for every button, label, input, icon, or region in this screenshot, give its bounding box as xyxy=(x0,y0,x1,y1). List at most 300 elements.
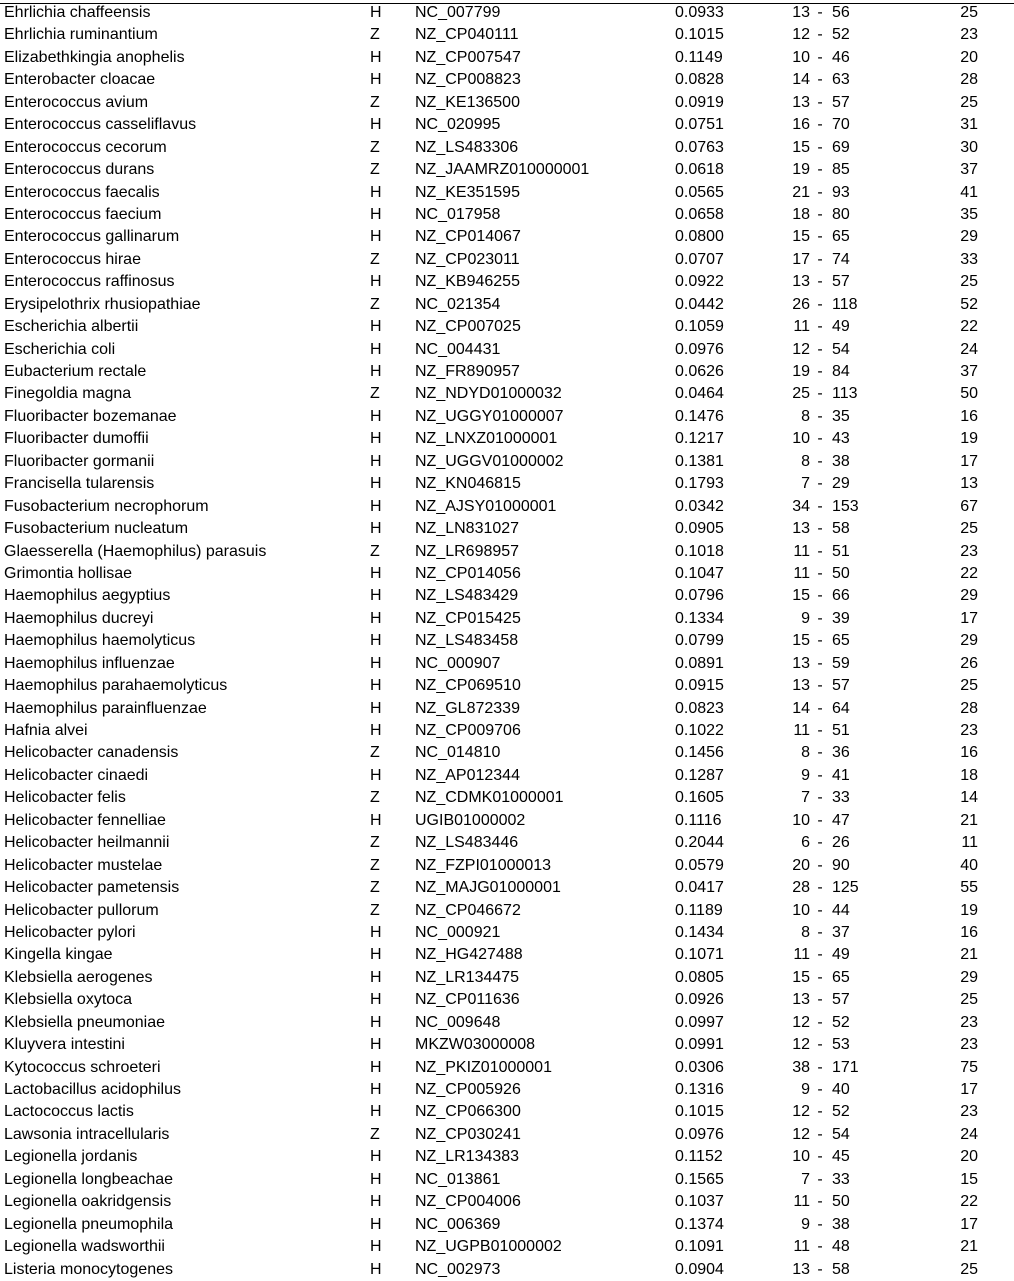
frequency-cell: 0.0915 xyxy=(675,677,724,695)
count-cell: 20 xyxy=(960,48,978,66)
frequency-cell: 0.1189 xyxy=(675,901,723,919)
range-high-cell: 93 xyxy=(832,183,850,201)
host-type-cell: H xyxy=(370,991,382,1009)
species-name-cell: Helicobacter pullorum xyxy=(4,901,159,919)
table-row xyxy=(0,24,1014,46)
host-type-cell: H xyxy=(370,1013,382,1031)
table-row xyxy=(0,1236,1014,1258)
accession-cell: NZ_CP008823 xyxy=(415,71,521,89)
accession-cell: NZ_AP012344 xyxy=(415,766,520,784)
range-high-cell: 47 xyxy=(832,811,850,829)
accession-cell: NZ_HG427488 xyxy=(415,946,523,964)
range-high-cell: 56 xyxy=(832,4,850,21)
range-high-cell: 54 xyxy=(832,1125,850,1143)
species-name-cell: Fluoribacter gormanii xyxy=(4,452,155,470)
species-name-cell: Helicobacter felis xyxy=(4,789,126,807)
count-cell: 20 xyxy=(960,1148,978,1166)
range-dash: - xyxy=(817,273,823,291)
table-row xyxy=(0,787,1014,809)
range-high-cell: 51 xyxy=(832,722,850,739)
count-cell: 24 xyxy=(960,340,978,358)
table-row xyxy=(0,137,1014,159)
frequency-cell: 0.1015 xyxy=(675,26,724,44)
range-dash: - xyxy=(817,520,823,538)
count-cell: 19 xyxy=(960,430,978,448)
range-high-cell: 33 xyxy=(832,789,850,807)
accession-cell: NZ_JAAMRZ010000001 xyxy=(415,161,590,179)
frequency-cell: 0.0991 xyxy=(675,1036,724,1054)
table-row xyxy=(0,406,1014,428)
host-type-cell: H xyxy=(370,1238,382,1256)
range-high-cell: 64 xyxy=(832,699,850,717)
frequency-cell: 0.1605 xyxy=(675,789,724,807)
species-name-cell: Elizabethkingia anophelis xyxy=(4,48,185,66)
count-cell: 28 xyxy=(960,699,978,717)
count-cell: 25 xyxy=(960,520,978,538)
range-low-cell: 10 xyxy=(792,430,810,448)
species-name-cell: Fusobacterium nucleatum xyxy=(4,520,189,538)
species-name-cell: Haemophilus parahaemolyticus xyxy=(4,677,228,695)
range-low-cell: 9 xyxy=(801,1215,810,1233)
count-cell: 24 xyxy=(960,1125,978,1143)
range-high-cell: 54 xyxy=(832,340,850,358)
range-high-cell: 65 xyxy=(832,632,850,650)
frequency-cell: 0.0796 xyxy=(675,587,724,605)
range-high-cell: 35 xyxy=(832,407,850,425)
table-row xyxy=(0,361,1014,383)
accession-cell: NC_021354 xyxy=(415,295,501,313)
species-name-cell: Enterobacter cloacae xyxy=(4,71,156,89)
table-row xyxy=(0,1101,1014,1123)
frequency-cell: 0.0997 xyxy=(675,1013,724,1031)
frequency-cell: 0.0922 xyxy=(675,273,724,291)
host-type-cell: H xyxy=(370,520,382,538)
frequency-cell: 0.0751 xyxy=(675,116,724,134)
frequency-cell: 0.0565 xyxy=(675,183,724,201)
count-cell: 23 xyxy=(960,1013,978,1031)
count-cell: 67 xyxy=(960,497,978,515)
range-dash: - xyxy=(817,295,823,313)
accession-cell: NC_014810 xyxy=(415,744,501,762)
range-low-cell: 13 xyxy=(792,677,810,695)
count-cell: 25 xyxy=(960,273,978,291)
range-high-cell: 38 xyxy=(832,1215,850,1233)
species-name-cell: Klebsiella aerogenes xyxy=(4,968,153,986)
range-low-cell: 13 xyxy=(792,1260,810,1278)
range-high-cell: 29 xyxy=(832,475,850,493)
host-type-cell: Z xyxy=(370,93,380,111)
range-low-cell: 7 xyxy=(801,789,810,807)
accession-cell: NZ_KN046815 xyxy=(415,475,521,493)
species-name-cell: Listeria monocytogenes xyxy=(4,1260,173,1278)
table-row xyxy=(0,989,1014,1011)
range-dash: - xyxy=(817,1013,823,1031)
table-row xyxy=(0,428,1014,450)
table-row xyxy=(0,114,1014,136)
table-row xyxy=(0,294,1014,316)
range-low-cell: 14 xyxy=(792,71,810,89)
species-name-cell: Enterococcus durans xyxy=(4,161,155,179)
range-high-cell: 39 xyxy=(832,609,850,627)
range-low-cell: 11 xyxy=(793,946,810,964)
host-type-cell: H xyxy=(370,923,382,941)
range-dash: - xyxy=(817,632,823,650)
range-low-cell: 8 xyxy=(801,923,810,941)
count-cell: 26 xyxy=(960,654,978,672)
range-high-cell: 49 xyxy=(832,318,850,336)
range-dash: - xyxy=(817,991,823,1009)
count-cell: 17 xyxy=(960,609,978,627)
frequency-cell: 0.1456 xyxy=(675,744,724,762)
range-dash: - xyxy=(817,946,823,964)
frequency-cell: 0.0891 xyxy=(675,654,724,672)
count-cell: 23 xyxy=(960,1103,978,1121)
frequency-cell: 0.0707 xyxy=(675,250,724,268)
frequency-cell: 0.1334 xyxy=(675,609,724,627)
frequency-cell: 0.1091 xyxy=(675,1238,724,1256)
range-low-cell: 7 xyxy=(801,475,810,493)
accession-cell: NZ_CP046672 xyxy=(415,901,521,919)
range-dash: - xyxy=(817,228,823,246)
range-dash: - xyxy=(817,250,823,268)
table-row xyxy=(0,1191,1014,1213)
species-name-cell: Helicobacter pylori xyxy=(4,923,136,941)
range-dash: - xyxy=(817,879,823,897)
host-type-cell: H xyxy=(370,1193,382,1211)
count-cell: 25 xyxy=(960,991,978,1009)
accession-cell: NC_007799 xyxy=(415,4,501,21)
range-high-cell: 118 xyxy=(832,295,858,313)
accession-cell: NZ_LS483429 xyxy=(415,587,519,605)
table-row xyxy=(0,47,1014,69)
species-name-cell: Helicobacter heilmannii xyxy=(4,834,170,852)
table-row xyxy=(0,1169,1014,1191)
host-type-cell: H xyxy=(370,609,382,627)
species-name-cell: Enterococcus faecalis xyxy=(4,183,160,201)
host-type-cell: H xyxy=(370,968,382,986)
accession-cell: NZ_CP014067 xyxy=(415,228,521,246)
frequency-cell: 0.0800 xyxy=(675,228,724,246)
range-dash: - xyxy=(817,744,823,762)
host-type-cell: H xyxy=(370,452,382,470)
count-cell: 19 xyxy=(960,901,978,919)
species-name-cell: Enterococcus gallinarum xyxy=(4,228,180,246)
range-high-cell: 70 xyxy=(832,116,850,134)
species-name-cell: Hafnia alvei xyxy=(4,722,88,739)
accession-cell: NC_017958 xyxy=(415,205,501,223)
frequency-cell: 0.1476 xyxy=(675,407,724,425)
accession-cell: NC_002973 xyxy=(415,1260,501,1278)
species-name-cell: Eubacterium rectale xyxy=(4,363,147,380)
frequency-cell: 0.0618 xyxy=(675,161,724,179)
accession-cell: NZ_LS483458 xyxy=(415,632,519,650)
species-name-cell: Legionella pneumophila xyxy=(4,1215,174,1233)
range-low-cell: 15 xyxy=(792,968,810,986)
range-high-cell: 52 xyxy=(832,1013,850,1031)
range-low-cell: 13 xyxy=(792,273,810,291)
species-name-cell: Kluyvera intestini xyxy=(4,1036,125,1054)
range-dash: - xyxy=(817,677,823,695)
host-type-cell: Z xyxy=(370,901,380,919)
species-name-cell: Haemophilus ducreyi xyxy=(4,609,154,627)
range-dash: - xyxy=(817,1193,823,1211)
species-name-cell: Helicobacter fennelliae xyxy=(4,811,166,829)
range-low-cell: 15 xyxy=(792,587,810,605)
range-high-cell: 90 xyxy=(832,856,850,874)
count-cell: 16 xyxy=(960,923,978,941)
table-row xyxy=(0,316,1014,338)
frequency-cell: 0.0442 xyxy=(675,295,724,313)
range-low-cell: 12 xyxy=(792,1125,810,1143)
species-name-cell: Legionella jordanis xyxy=(4,1148,138,1166)
species-name-cell: Francisella tularensis xyxy=(4,475,155,493)
host-type-cell: H xyxy=(370,228,382,246)
range-low-cell: 15 xyxy=(792,138,810,156)
species-name-cell: Helicobacter cinaedi xyxy=(4,766,149,784)
frequency-cell: 0.0926 xyxy=(675,991,724,1009)
species-name-cell: Enterococcus casseliflavus xyxy=(4,116,197,134)
species-name-cell: Glaesserella (Haemophilus) parasuis xyxy=(4,542,267,560)
host-type-cell: H xyxy=(370,363,382,380)
range-high-cell: 125 xyxy=(832,879,859,897)
range-high-cell: 50 xyxy=(832,1193,850,1211)
range-low-cell: 13 xyxy=(792,93,810,111)
range-dash: - xyxy=(817,475,823,493)
range-dash: - xyxy=(817,811,823,829)
count-cell: 23 xyxy=(960,1036,978,1054)
range-high-cell: 80 xyxy=(832,205,850,223)
range-low-cell: 9 xyxy=(801,766,810,784)
table-row xyxy=(0,1079,1014,1101)
range-high-cell: 49 xyxy=(832,946,850,964)
count-cell: 29 xyxy=(960,968,978,986)
range-dash: - xyxy=(817,1125,823,1143)
table-row xyxy=(0,832,1014,854)
range-dash: - xyxy=(817,363,823,380)
table-row xyxy=(0,204,1014,226)
range-low-cell: 20 xyxy=(792,856,810,874)
count-cell: 55 xyxy=(960,879,978,897)
range-low-cell: 15 xyxy=(792,228,810,246)
range-high-cell: 69 xyxy=(832,138,850,156)
species-name-cell: Enterococcus avium xyxy=(4,93,149,111)
species-name-cell: Grimontia hollisae xyxy=(4,564,133,582)
species-name-cell: Helicobacter pametensis xyxy=(4,879,180,897)
range-low-cell: 11 xyxy=(793,318,810,336)
range-dash: - xyxy=(817,654,823,672)
host-type-cell: H xyxy=(370,318,382,336)
range-low-cell: 6 xyxy=(801,834,810,852)
accession-cell: NZ_CP004006 xyxy=(415,1193,521,1211)
frequency-cell: 0.0658 xyxy=(675,205,724,223)
accession-cell: NZ_CP040111 xyxy=(415,26,519,44)
species-name-cell: Lactococcus lactis xyxy=(4,1103,134,1121)
accession-cell: NZ_KE136500 xyxy=(415,93,520,111)
range-high-cell: 41 xyxy=(832,766,850,784)
count-cell: 14 xyxy=(960,789,978,807)
range-low-cell: 11 xyxy=(793,722,810,739)
host-type-cell: Z xyxy=(370,295,380,313)
count-cell: 16 xyxy=(960,744,978,762)
count-cell: 17 xyxy=(960,452,978,470)
host-type-cell: H xyxy=(370,183,382,201)
accession-cell: UGIB01000002 xyxy=(415,811,526,829)
range-dash: - xyxy=(817,407,823,425)
frequency-cell: 0.1047 xyxy=(675,564,724,582)
range-low-cell: 38 xyxy=(792,1058,810,1076)
table-row xyxy=(0,541,1014,563)
range-high-cell: 58 xyxy=(832,1260,850,1278)
species-name-cell: Legionella wadsworthii xyxy=(4,1238,165,1256)
count-cell: 18 xyxy=(960,766,978,784)
table-row xyxy=(0,473,1014,495)
host-type-cell: Z xyxy=(370,26,380,44)
range-dash: - xyxy=(817,1058,823,1076)
table-row xyxy=(0,69,1014,91)
species-table xyxy=(0,2,1014,1281)
range-dash: - xyxy=(817,161,823,179)
count-cell: 17 xyxy=(960,1081,978,1098)
table-row xyxy=(0,182,1014,204)
count-cell: 25 xyxy=(960,4,978,21)
host-type-cell: Z xyxy=(370,1125,380,1143)
frequency-cell: 0.1217 xyxy=(675,430,724,448)
host-type-cell: H xyxy=(370,677,382,695)
host-type-cell: Z xyxy=(370,879,380,897)
host-type-cell: H xyxy=(370,4,382,21)
range-dash: - xyxy=(817,1170,823,1188)
frequency-cell: 0.1374 xyxy=(675,1215,724,1233)
accession-cell: NZ_UGGY01000007 xyxy=(415,407,564,425)
accession-cell: NC_006369 xyxy=(415,1215,501,1233)
accession-cell: NZ_CP030241 xyxy=(415,1125,521,1143)
range-dash: - xyxy=(817,205,823,223)
frequency-cell: 0.1434 xyxy=(675,923,724,941)
species-name-cell: Escherichia coli xyxy=(4,340,116,358)
frequency-cell: 0.0805 xyxy=(675,968,724,986)
range-high-cell: 65 xyxy=(832,968,850,986)
table-row xyxy=(0,159,1014,181)
range-dash: - xyxy=(817,318,823,336)
accession-cell: NZ_CP015425 xyxy=(415,609,521,627)
range-dash: - xyxy=(817,1036,823,1054)
range-dash: - xyxy=(817,26,823,44)
table-row xyxy=(0,1214,1014,1236)
species-name-cell: Haemophilus aegyptius xyxy=(4,587,171,605)
range-high-cell: 43 xyxy=(832,430,850,448)
host-type-cell: H xyxy=(370,811,382,829)
count-cell: 31 xyxy=(960,116,978,134)
accession-cell: NC_020995 xyxy=(415,116,501,134)
table-row xyxy=(0,653,1014,675)
accession-cell: NZ_LR698957 xyxy=(415,542,520,560)
range-dash: - xyxy=(817,609,823,627)
accession-cell: NZ_PKIZ01000001 xyxy=(415,1058,552,1076)
count-cell: 21 xyxy=(960,1238,978,1256)
range-high-cell: 59 xyxy=(832,654,850,672)
frequency-cell: 0.1152 xyxy=(675,1148,723,1166)
count-cell: 25 xyxy=(960,1260,978,1278)
frequency-cell: 0.0828 xyxy=(675,71,724,89)
host-type-cell: Z xyxy=(370,138,380,156)
frequency-cell: 0.0342 xyxy=(675,497,724,515)
range-dash: - xyxy=(817,587,823,605)
table-row xyxy=(0,92,1014,114)
species-name-cell: Kingella kingae xyxy=(4,946,113,964)
table-row xyxy=(0,698,1014,720)
species-name-cell: Ehrlichia chaffeensis xyxy=(4,4,151,21)
range-high-cell: 36 xyxy=(832,744,850,762)
host-type-cell: H xyxy=(370,1036,382,1054)
range-low-cell: 13 xyxy=(792,4,810,21)
accession-cell: NZ_LR134475 xyxy=(415,968,520,986)
table-row xyxy=(0,1124,1014,1146)
host-type-cell: H xyxy=(370,1081,382,1098)
range-dash: - xyxy=(817,138,823,156)
accession-cell: NZ_CDMK01000001 xyxy=(415,789,564,807)
accession-cell: NZ_CP066300 xyxy=(415,1103,521,1121)
frequency-cell: 0.0626 xyxy=(675,363,724,380)
table-row xyxy=(0,2,1014,24)
range-high-cell: 48 xyxy=(832,1238,850,1256)
range-low-cell: 12 xyxy=(792,26,810,44)
species-name-cell: Ehrlichia ruminantium xyxy=(4,26,158,44)
count-cell: 33 xyxy=(960,250,978,268)
frequency-cell: 0.0905 xyxy=(675,520,724,538)
host-type-cell: H xyxy=(370,1170,382,1188)
host-type-cell: H xyxy=(370,48,382,66)
range-high-cell: 66 xyxy=(832,587,850,605)
count-cell: 15 xyxy=(960,1170,978,1188)
table-row xyxy=(0,967,1014,989)
range-low-cell: 9 xyxy=(801,609,810,627)
species-name-cell: Enterococcus hirae xyxy=(4,250,141,268)
table-row xyxy=(0,451,1014,473)
range-dash: - xyxy=(817,48,823,66)
accession-cell: NZ_CP011636 xyxy=(415,991,520,1009)
range-dash: - xyxy=(817,340,823,358)
frequency-cell: 0.0904 xyxy=(675,1260,724,1278)
frequency-cell: 0.1071 xyxy=(675,946,724,964)
accession-cell: NZ_LR134383 xyxy=(415,1148,520,1166)
table-row xyxy=(0,1012,1014,1034)
host-type-cell: H xyxy=(370,1103,382,1121)
range-dash: - xyxy=(817,722,823,739)
range-low-cell: 12 xyxy=(792,1103,810,1121)
range-high-cell: 40 xyxy=(832,1081,850,1098)
range-low-cell: 34 xyxy=(792,497,810,515)
host-type-cell: H xyxy=(370,699,382,717)
accession-cell: NZ_CP005926 xyxy=(415,1081,521,1098)
range-dash: - xyxy=(817,497,823,515)
table-row xyxy=(0,900,1014,922)
frequency-cell: 0.1316 xyxy=(675,1081,724,1098)
table-row xyxy=(0,720,1014,742)
accession-cell: NZ_LN831027 xyxy=(415,520,520,538)
accession-cell: NZ_AJSY01000001 xyxy=(415,497,557,515)
range-high-cell: 57 xyxy=(832,991,850,1009)
range-dash: - xyxy=(817,1215,823,1233)
range-low-cell: 25 xyxy=(792,385,810,403)
count-cell: 75 xyxy=(960,1058,978,1076)
count-cell: 22 xyxy=(960,564,978,582)
range-low-cell: 12 xyxy=(792,1013,810,1031)
frequency-cell: 0.0799 xyxy=(675,632,724,650)
frequency-cell: 0.0823 xyxy=(675,699,724,717)
species-name-cell: Klebsiella oxytoca xyxy=(4,991,133,1009)
count-cell: 17 xyxy=(960,1215,978,1233)
table-row xyxy=(0,877,1014,899)
